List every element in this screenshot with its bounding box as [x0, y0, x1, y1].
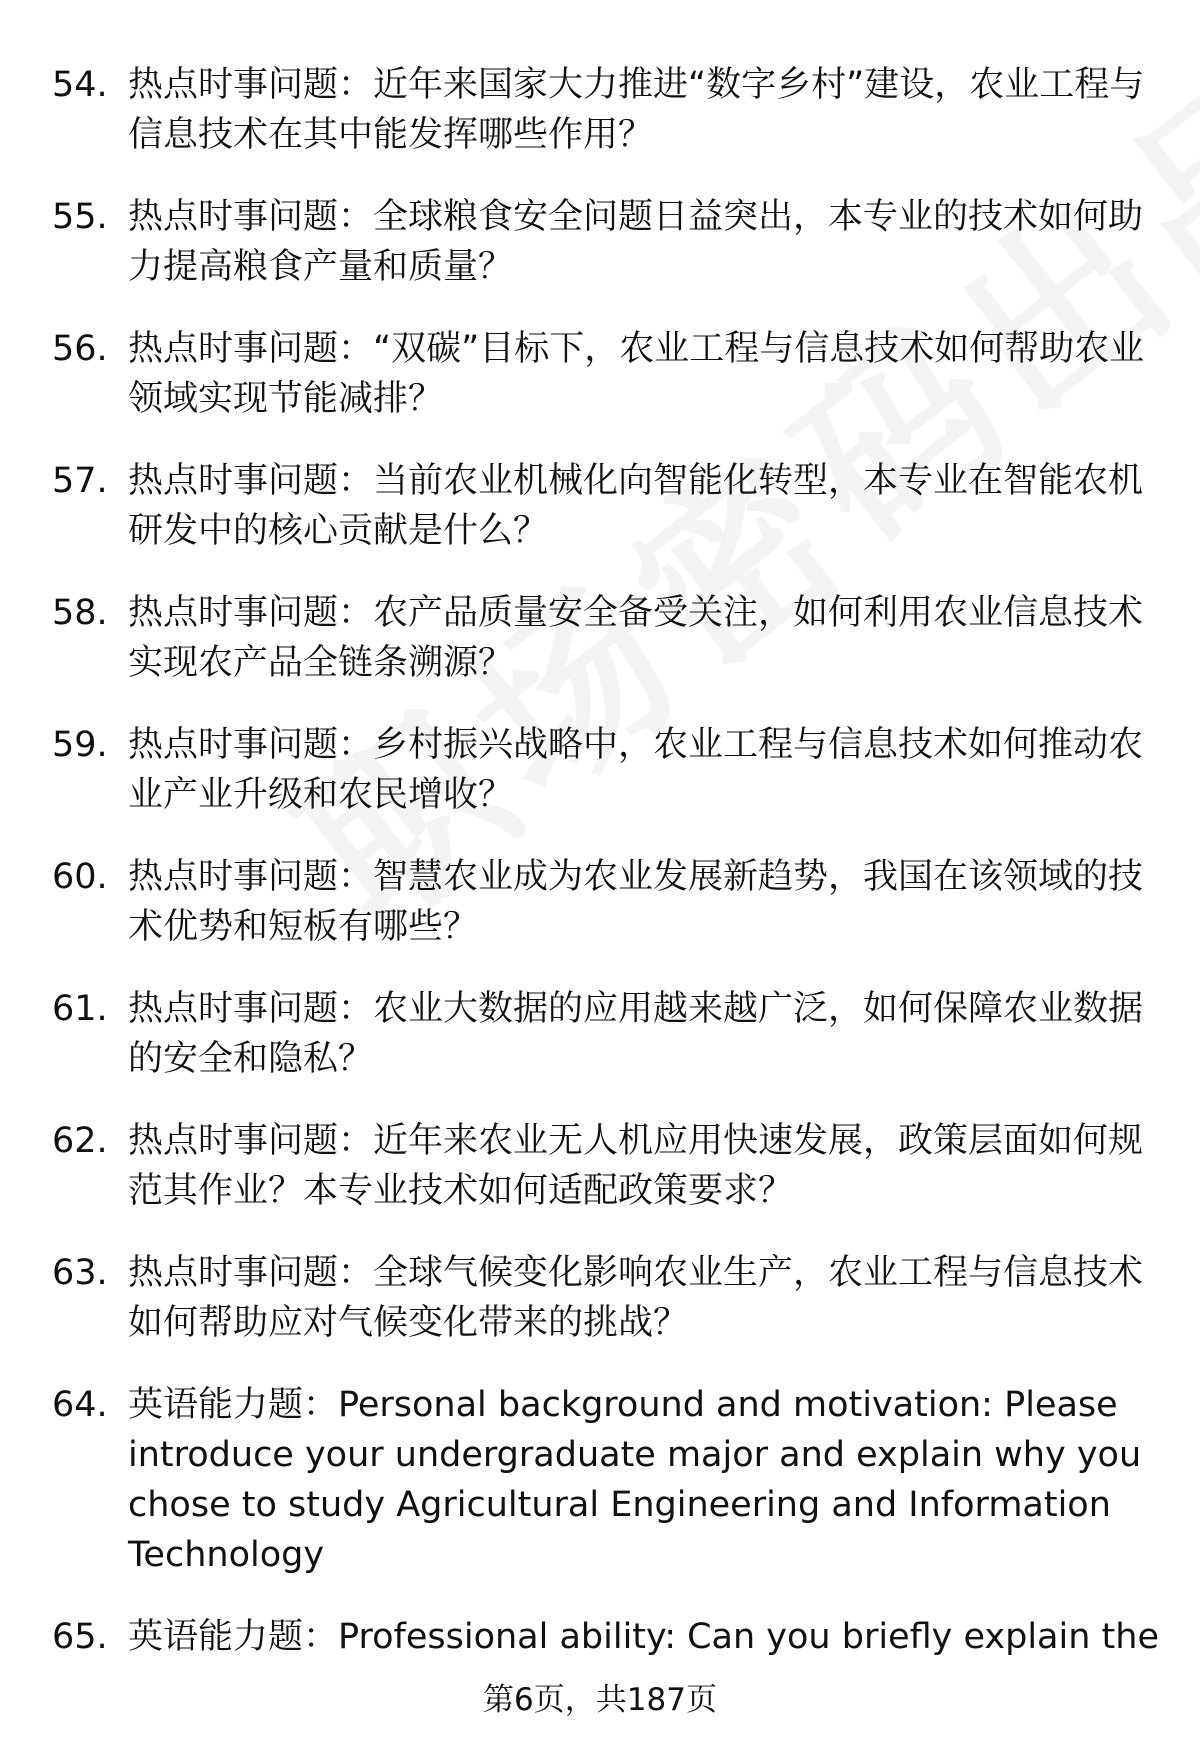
page-footer: 第6页，共187页	[483, 1682, 717, 1718]
item-number: 58.	[52, 593, 108, 633]
item-number: 56.	[52, 329, 108, 369]
list-item	[0, 720, 1200, 820]
item-number: 57.	[52, 461, 108, 501]
list-item	[0, 1116, 1200, 1216]
list-item	[0, 60, 1200, 160]
item-number: 62.	[52, 1121, 108, 1161]
item-text: 热点时事问题：近年来国家大力推进“数字乡村”建设，农业工程与信息技术在其中能发挥哪些作用？	[128, 65, 1145, 155]
list-item	[0, 984, 1200, 1084]
list-item	[0, 1248, 1200, 1348]
item-text: 英语能力题：Personal background and motivation: Please introduce your undergraduate major and explain why you chose to study Agricultural Engineering and Information Technology	[128, 1385, 1142, 1575]
list-item	[0, 1380, 1200, 1580]
question-list	[0, 60, 1200, 1694]
item-number: 55.	[52, 197, 108, 237]
item-text: 热点时事问题：当前农业机械化向智能化转型，本专业在智能农机研发中的核心贡献是什么？	[128, 461, 1144, 551]
item-number: 61.	[52, 989, 108, 1029]
item-text: 热点时事问题：近年来农业无人机应用快速发展，政策层面如何规范其作业？本专业技术如何适配政策要求？	[128, 1121, 1144, 1211]
list-item	[0, 588, 1200, 688]
item-text: 热点时事问题：全球粮食安全问题日益突出，本专业的技术如何助力提高粮食产量和质量？	[128, 197, 1144, 287]
item-text: 热点时事问题：全球气候变化影响农业生产，农业工程与信息技术如何帮助应对气候变化带来的挑战？	[128, 1253, 1144, 1343]
list-item	[0, 324, 1200, 424]
item-text: 热点时事问题：农产品质量安全备受关注，如何利用农业信息技术实现农产品全链条溯源？	[128, 593, 1144, 683]
item-text: 热点时事问题：农业大数据的应用越来越广泛，如何保障农业数据的安全和隐私？	[128, 989, 1144, 1079]
item-text: 热点时事问题：乡村振兴战略中，农业工程与信息技术如何推动农业产业升级和农民增收？	[128, 725, 1144, 815]
list-item	[0, 852, 1200, 952]
list-item	[0, 192, 1200, 292]
item-text: 热点时事问题：“双碳”目标下，农业工程与信息技术如何帮助农业领域实现节能减排？	[128, 329, 1145, 419]
item-number: 63.	[52, 1253, 108, 1293]
item-number: 54.	[52, 65, 108, 105]
list-item	[0, 456, 1200, 556]
item-text: 热点时事问题：智慧农业成为农业发展新趋势，我国在该领域的技术优势和短板有哪些？	[128, 857, 1144, 947]
item-number: 65.	[52, 1617, 108, 1657]
item-number: 64.	[52, 1385, 108, 1425]
item-text: 英语能力题：Professional ability: Can you briefly explain the	[128, 1617, 1159, 1657]
item-number: 59.	[52, 725, 108, 765]
list-item	[0, 1612, 1200, 1662]
item-number: 60.	[52, 857, 108, 897]
